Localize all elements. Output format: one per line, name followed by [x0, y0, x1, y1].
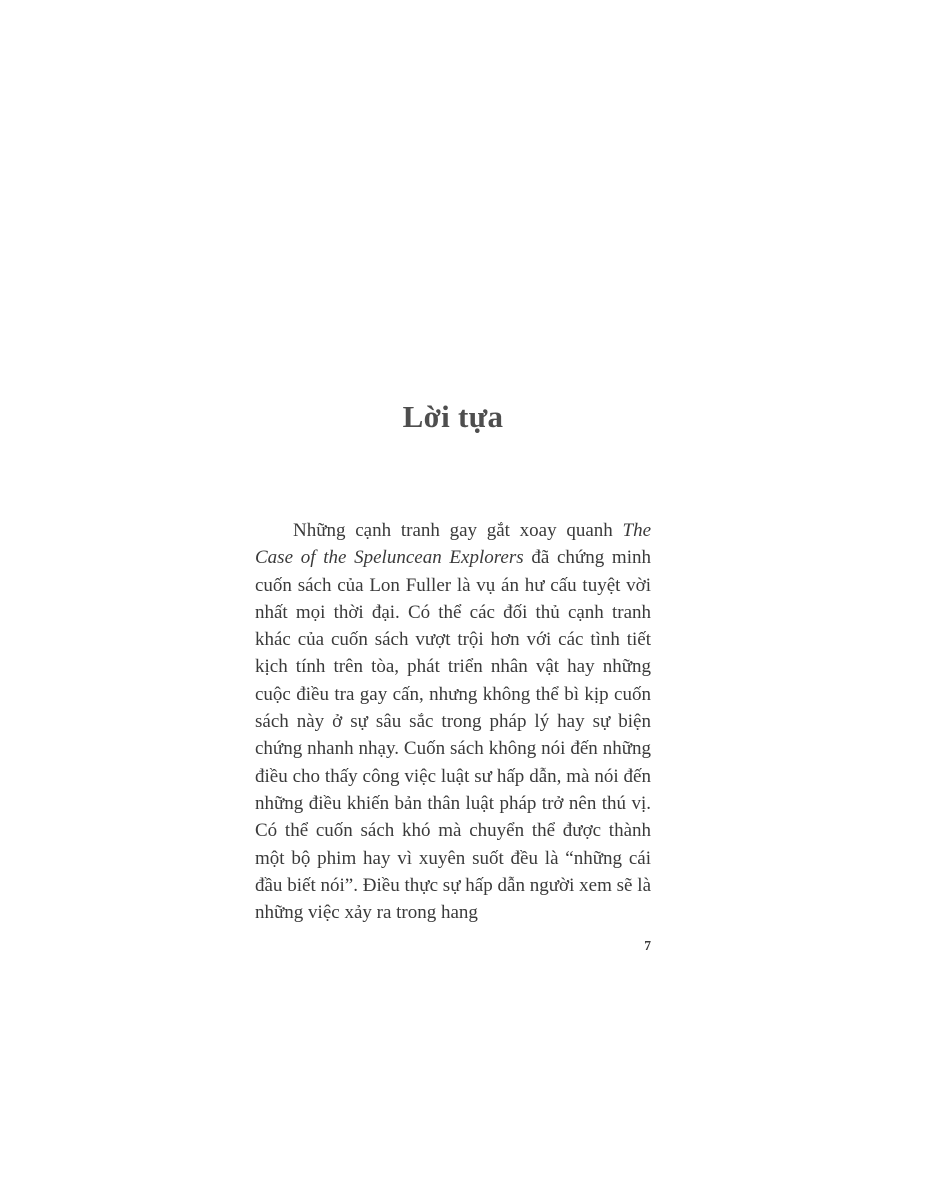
book-title-italic: The Case of the Speluncean Explorers — [255, 520, 651, 569]
page-title: Lời tựa — [402, 399, 504, 434]
paragraph-rest-text: đã chứng minh cuốn sách của Lon Fuller là vụ án hư cấu tuyệt vời nhất mọi thời đại. Có thể các đối thủ cạnh tranh khác của cuốn sách vượt trội hơn với các tình tiết kịch tính trên tòa, phát triển nhân vật hay những cuộc điều tra gay cấn, nhưng không thể bì kịp cuốn sách này ở sự sâu sắc trong pháp lý hay sự biện chứng nhanh nhạy. Cuốn sách không nói đến những điều cho thấy công việc luật sư hấp dẫn, mà nói đến những điều khiến bản thân luật pháp trở nên thú vị. Có thể cuốn sách khó mà chuyển thể được thành một bộ phim hay vì xuyên suốt đều là “những cái đầu biết nói”. Điều thực sự hấp dẫn người xem sẽ là những việc xảy ra trong hang — [255, 547, 651, 924]
preface-paragraph — [255, 517, 651, 926]
page-number: 7 — [644, 938, 651, 953]
paragraph-lead-text: Những cạnh tranh gay gắt xoay quanh — [293, 520, 623, 541]
